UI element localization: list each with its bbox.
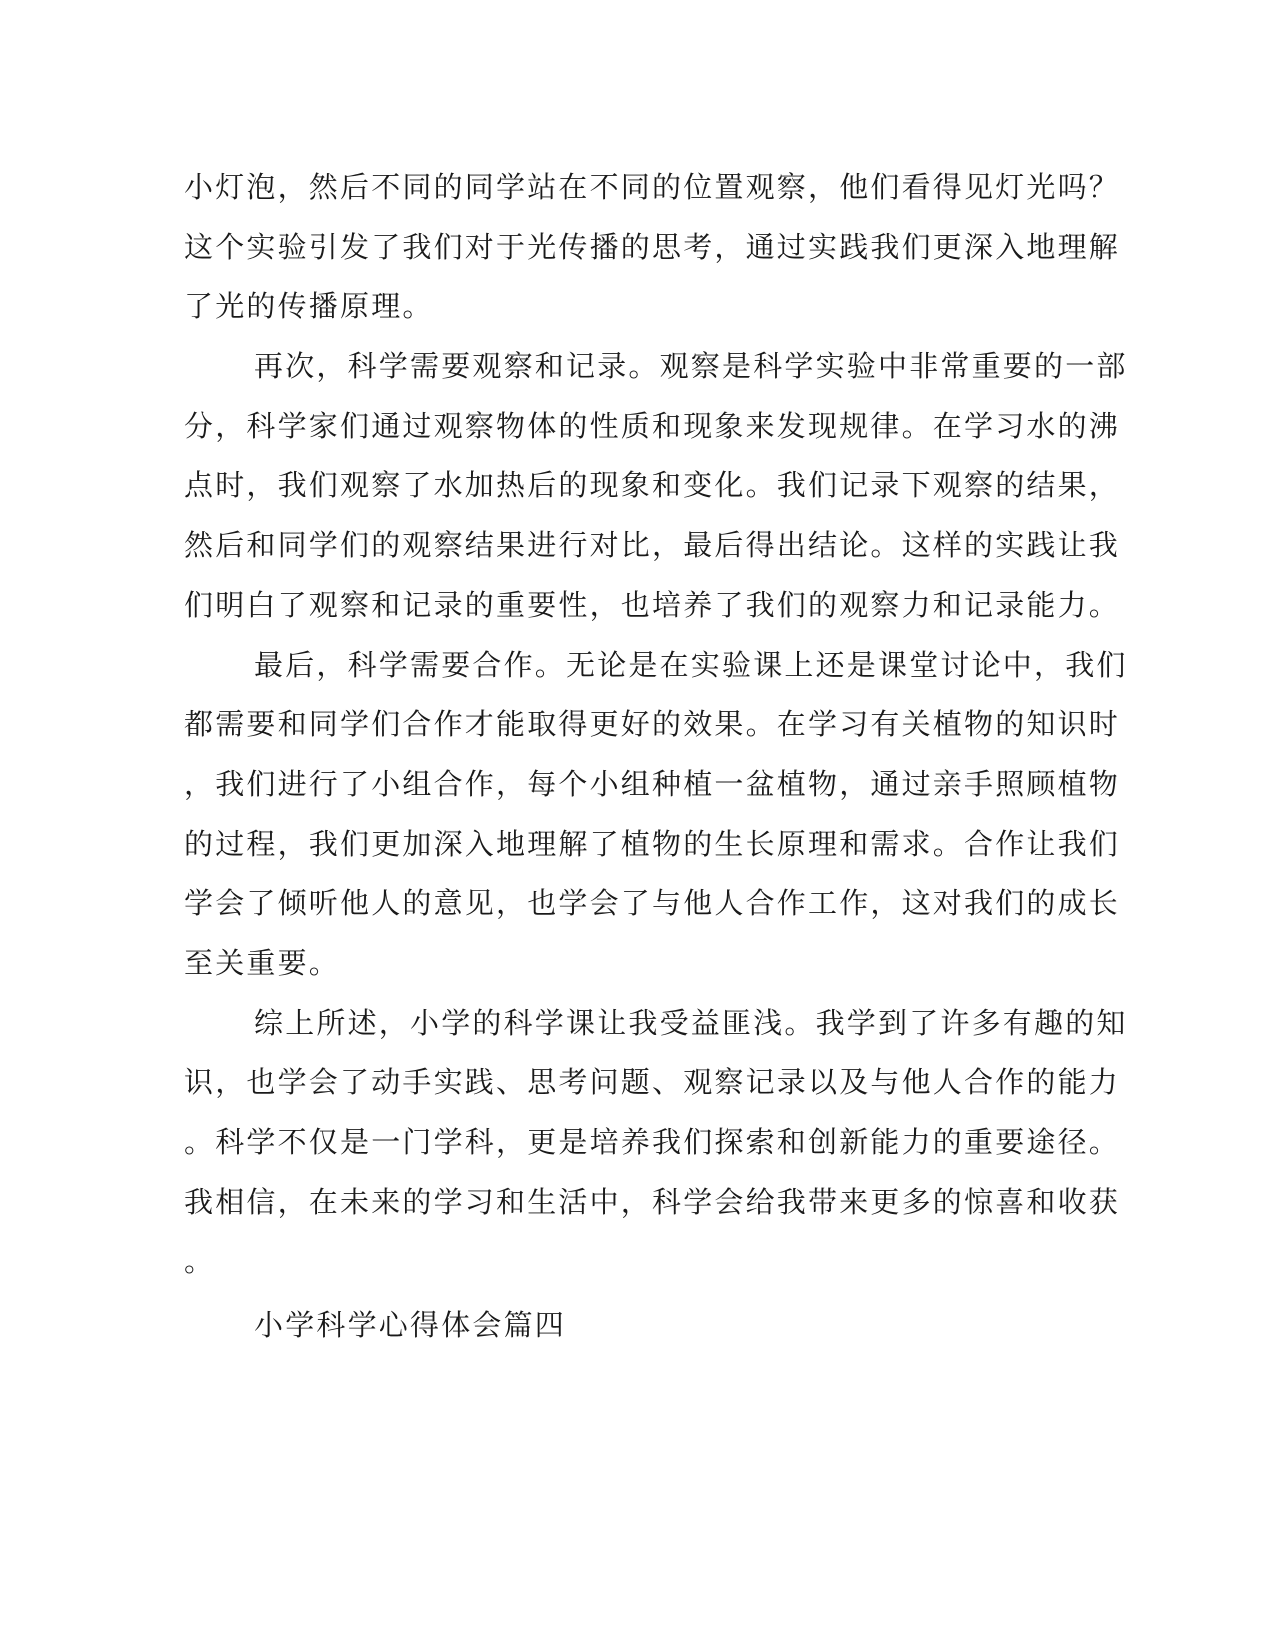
text-line: 分，科学家们通过观察物体的性质和现象来发现规律。在学习水的沸 [184,408,1121,443]
paragraph-start-line: 再次，科学需要观察和记录。观察是科学实验中非常重要的一部 [254,349,1128,384]
text-line: 学会了倾听他人的意见，也学会了与他人合作工作，这对我们的成长 [184,886,1121,921]
section-heading: 小学科学心得体会篇四 [254,1308,567,1343]
text-line: 点时，我们观察了水加热后的现象和变化。我们记录下观察的结果， [184,468,1121,503]
text-line: ，我们进行了小组合作，每个小组种植一盆植物，通过亲手照顾植物 [184,766,1121,801]
text-line: 。 [184,1244,216,1279]
document-body [184,158,1128,1356]
text-line: 然后和同学们的观察结果进行对比，最后得出结论。这样的实践让我 [184,528,1121,563]
paragraph-start-line: 最后，科学需要合作。无论是在实验课上还是课堂讨论中，我们 [254,647,1128,682]
text-line: 至关重要。 [184,945,341,980]
text-line: 。科学不仅是一门学科，更是培养我们探索和创新能力的重要途径。 [184,1125,1121,1159]
text-line: 们明白了观察和记录的重要性，也培养了我们的观察力和记录能力。 [184,587,1121,622]
text-line: 了光的传播原理。 [184,289,434,324]
text-line: 识，也学会了动手实践、思考问题、观察记录以及与他人合作的能力 [184,1065,1121,1100]
text-line: 我相信，在未来的学习和生活中，科学会给我带来更多的惊喜和收获 [184,1184,1121,1219]
text-line: 都需要和同学们合作才能取得更好的效果。在学习有关植物的知识时 [184,707,1121,742]
paragraph-start-line: 综上所述，小学的科学课让我受益匪浅。我学到了许多有趣的知 [254,1005,1128,1040]
text-line: 小灯泡，然后不同的同学站在不同的位置观察，他们看得见灯光吗？ [184,170,1121,204]
text-line: 这个实验引发了我们对于光传播的思考，通过实践我们更深入地理解 [184,229,1121,264]
text-line: 的过程，我们更加深入地理解了植物的生长原理和需求。合作让我们 [184,826,1121,861]
